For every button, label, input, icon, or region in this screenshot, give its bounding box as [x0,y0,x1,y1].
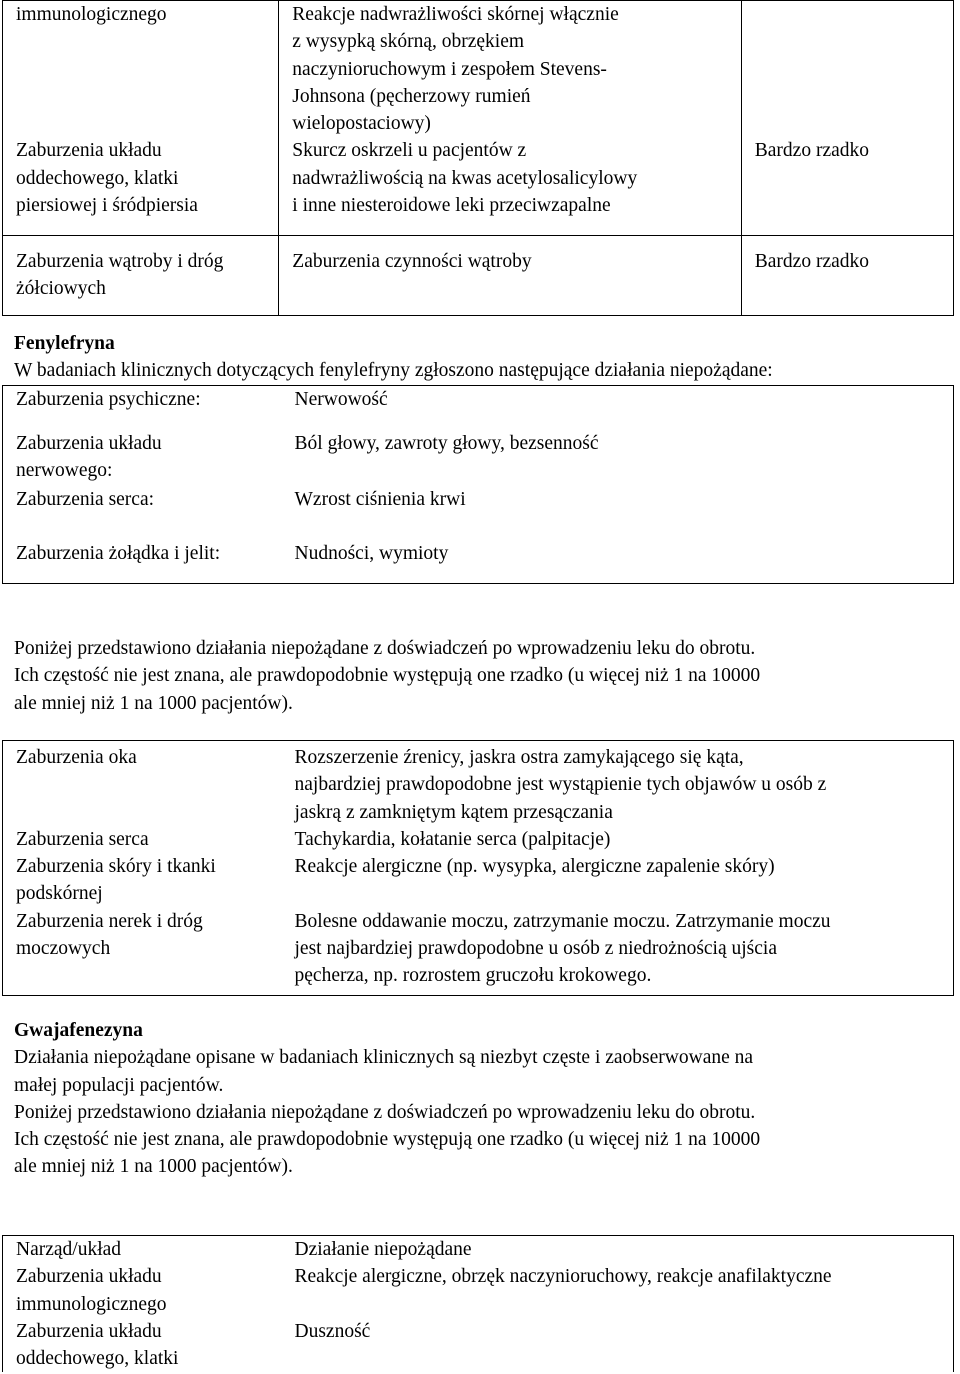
organ-cell [3,741,282,826]
effect-cell [282,386,954,431]
cell-text: Wzrost ciśnienia krwi [294,489,466,510]
organ-cell [3,430,282,486]
cell-text: Zaburzenia skóry i tkanki [16,856,216,878]
cell-text: jest najbardziej prawdopodobne u osób z niedrożnością ujścia [294,938,777,960]
table-row [3,1,954,236]
effect-cell [282,853,954,908]
cell-text: Zaburzenia układu [16,140,162,162]
fenylefryna-section [14,330,954,385]
cell-text: Reakcje nadwrażliwości skórnej włącznie [292,4,619,25]
table-row [3,486,954,540]
effect-cell [282,1263,954,1318]
cell-text: Zaburzenia układu [16,433,162,454]
table-row [3,741,954,826]
cell-text: pęcherza, np. rozrostem gruczołu krokowego. [294,965,652,987]
cell-text: i inne niesteroidowe leki przeciwzapalne [292,195,611,217]
cell-text: Zaburzenia wątroby i dróg [16,251,224,272]
organ-cell [3,1263,282,1318]
table-row [3,1318,954,1373]
effect-cell [279,1,741,236]
table-row [3,853,954,908]
cell-text: wielopostaciowy) [292,113,431,135]
cell-text: Zaburzenia nerek i dróg [16,910,203,932]
cell-text: Nudności, wymioty [294,543,449,564]
organ-cell [3,540,282,584]
paragraph-line: Ich częstość nie jest znana, ale prawdopodobnie występują one rzadko (u więcej niż 1 na 10000 [14,1129,761,1151]
gwajafenezyna-table [2,1235,954,1372]
table-row [3,540,954,584]
cell-text: Tachykardia, kołatanie serca (palpitacje) [294,828,611,850]
cell-text: Działanie niepożądane [294,1239,472,1260]
cell-text: Reakcje alergiczne (np. wysypka, alergiczne zapalenie skóry) [294,856,775,878]
organ-cell [3,386,282,431]
cell-text: naczynioruchowym i zespołem Stevens- [292,58,607,80]
cell-text: Zaburzenia układu [16,1320,162,1342]
cell-text: Zaburzenia oka [16,747,137,768]
organ-cell [3,853,282,908]
organ-cell [3,1318,282,1373]
header-cell [3,1236,282,1264]
table-row [3,386,954,431]
cell-text: moczowych [16,938,111,960]
cell-text: Zaburzenia serca: [16,489,155,510]
cell-text: Zaburzenia czynności wątroby [292,251,532,272]
fenylefryna-postmarketing-table [2,740,954,996]
section-heading: Gwajafenezyna [14,1020,143,1041]
frequency-cell [741,1,953,236]
cell-text: Narząd/układ [16,1239,122,1260]
frequency-cell [741,236,953,316]
effect-cell [279,236,741,316]
gwajafenezyna-section [14,1017,954,1181]
table-row [3,826,954,853]
cell-text: Nerwowość [294,389,388,410]
cell-text: Johnsona (pęcherzowy rumień [292,85,531,107]
cell-text: oddechowego, klatki [16,1348,179,1370]
table-row [3,1263,954,1318]
cell-text: immunologicznego [16,4,167,25]
header-cell [282,1236,954,1264]
effect-cell [282,826,954,853]
cell-text: Zaburzenia psychiczne: [16,389,201,410]
table-row [3,236,954,316]
cell-text: Zaburzenia układu [16,1266,162,1288]
section-heading: Fenylefryna [14,333,115,354]
cell-text: z wysypką skórną, obrzękiem [292,31,525,53]
paragraph-line: Poniżej przedstawiono działania niepożądane z doświadczeń po wprowadzeniu leku do obrotu. [14,638,756,659]
paragraph-line: ale mniej niż 1 na 1000 pacjentów). [14,692,293,714]
table-row [3,430,954,486]
cell-text: piersiowej i śródpiersia [16,194,198,216]
paragraph-line: Ich częstość nie jest znana, ale prawdopodobnie występują one rzadko (u więcej niż 1 na 10000 [14,665,761,687]
cell-text: Rozszerzenie źrenicy, jaskra ostra zamykającego się kąta, [294,747,744,768]
cell-text: podskórnej [16,883,103,905]
cell-text: Bardzo rzadko [754,140,870,161]
cell-text: Duszność [294,1320,371,1342]
organ-cell [3,1,279,236]
cell-text: immunologicznego [16,1293,167,1315]
effect-cell [282,486,954,540]
organ-cell [3,826,282,853]
cell-text: jaskrą z zamkniętym kątem przesączania [294,801,613,823]
adverse-effects-table-continued [2,0,954,316]
paragraph-line: ale mniej niż 1 na 1000 pacjentów). [14,1156,293,1178]
cell-text: żółciowych [16,278,106,300]
effect-cell [282,741,954,826]
section-intro: W badaniach klinicznych dotyczących fenylefryny zgłoszono następujące działania niepożądane: [14,360,773,382]
cell-text: Reakcje alergiczne, obrzęk naczynioruchowy, reakcje anafilaktyczne [294,1266,832,1288]
effect-cell [282,540,954,584]
cell-text: oddechowego, klatki [16,167,179,189]
cell-text: Ból głowy, zawroty głowy, bezsenność [294,433,599,454]
organ-cell [3,908,282,996]
fenylefryna-table [2,385,954,584]
cell-text: Zaburzenia żołądka i jelit: [16,543,221,564]
paragraph-line: Poniżej przedstawiono działania niepożądane z doświadczeń po wprowadzeniu leku do obrotu. [14,1101,756,1123]
organ-cell [3,236,279,316]
effect-cell [282,1318,954,1373]
organ-cell [3,486,282,540]
cell-text: najbardziej prawdopodobne jest wystąpienie tych objawów u osób z [294,774,827,796]
table-header-row [3,1236,954,1264]
paragraph-line: małej populacji pacjentów. [14,1074,224,1096]
effect-cell [282,430,954,486]
cell-text: nerwowego: [16,460,113,482]
cell-text: Skurcz oskrzeli u pacjentów z [292,140,527,162]
cell-text: nadwrażliwością na kwas acetylosalicylowy [292,167,638,189]
paragraph-line: Działania niepożądane opisane w badaniach klinicznych są niezbyt częste i zaobserwowane na [14,1047,754,1069]
cell-text: Bardzo rzadko [754,251,870,272]
cell-text: Zaburzenia serca [16,828,149,850]
table-row [3,908,954,996]
effect-cell [282,908,954,996]
postmarketing-paragraph [14,635,954,717]
cell-text: Bolesne oddawanie moczu, zatrzymanie moczu. Zatrzymanie moczu [294,910,831,932]
